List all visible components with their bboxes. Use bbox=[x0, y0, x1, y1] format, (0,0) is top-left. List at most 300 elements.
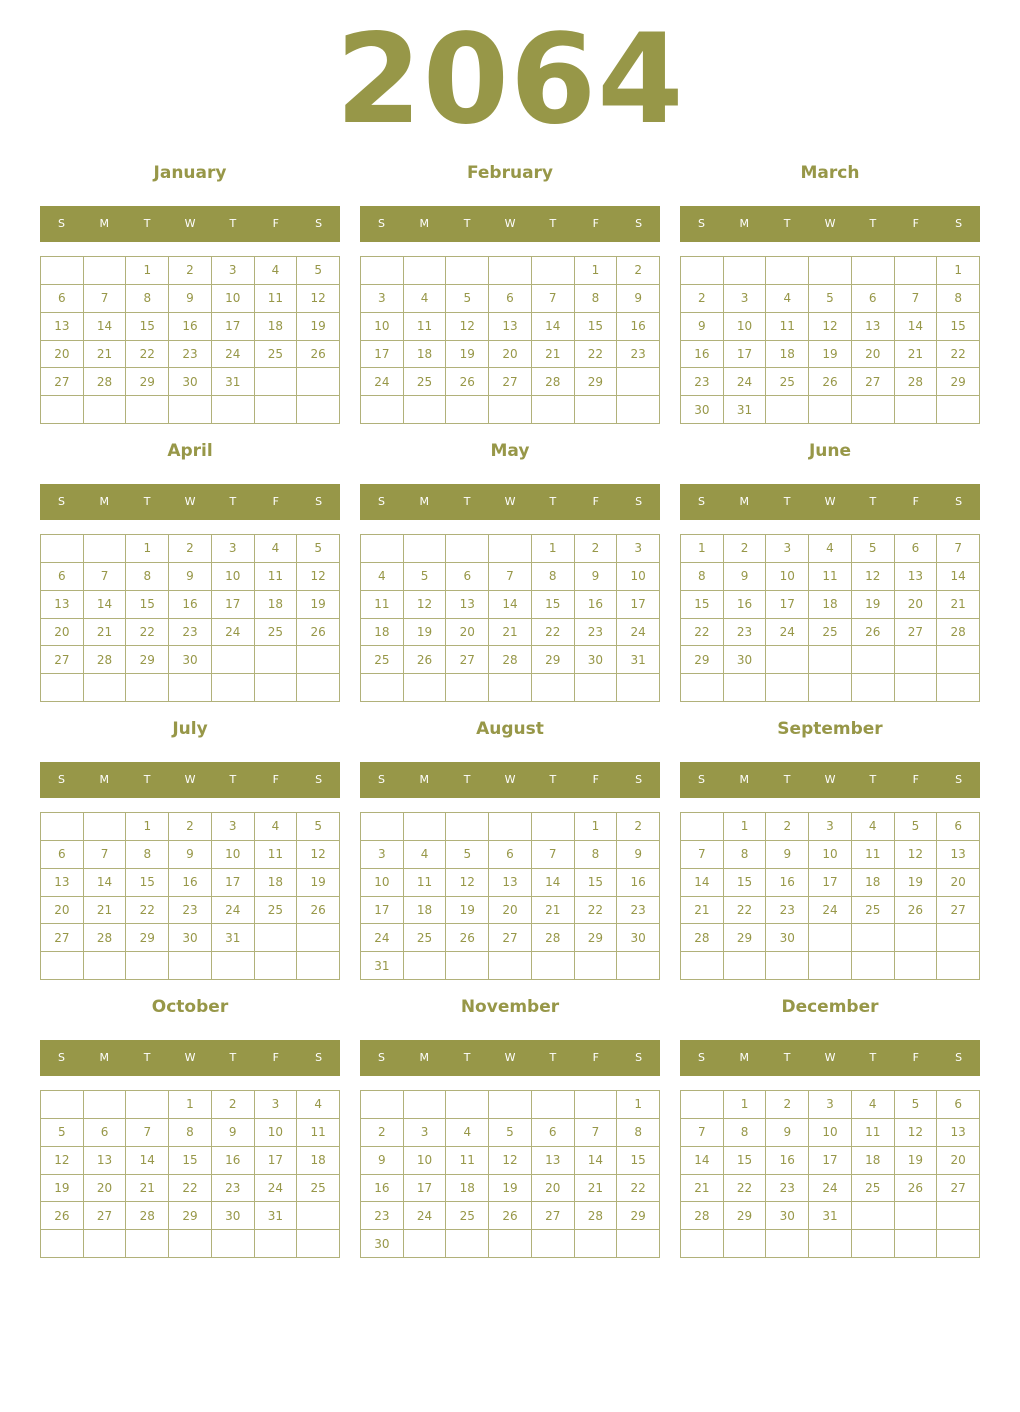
empty-day-cell bbox=[41, 257, 84, 285]
weekday-label: S bbox=[377, 217, 385, 230]
weekday-label: F bbox=[912, 495, 919, 508]
empty-day-cell bbox=[724, 1230, 767, 1258]
day-cell: 22 bbox=[126, 897, 169, 925]
day-cell: 14 bbox=[84, 591, 127, 619]
day-cell: 17 bbox=[404, 1175, 447, 1203]
day-cell: 18 bbox=[852, 869, 895, 897]
day-cell: 27 bbox=[937, 1175, 980, 1203]
day-cell: 3 bbox=[212, 813, 255, 841]
day-cell: 14 bbox=[84, 313, 127, 341]
weekday-header bbox=[680, 206, 980, 242]
days-grid bbox=[680, 812, 980, 980]
weekday-label: W bbox=[824, 217, 836, 230]
empty-day-cell bbox=[446, 396, 489, 424]
empty-day-cell bbox=[41, 1230, 84, 1258]
weekday-label: S bbox=[315, 1051, 323, 1064]
day-cell: 6 bbox=[84, 1119, 127, 1147]
day-cell: 8 bbox=[575, 841, 618, 869]
empty-day-cell bbox=[617, 396, 660, 424]
day-cell: 15 bbox=[617, 1147, 660, 1175]
day-cell: 13 bbox=[41, 591, 84, 619]
empty-day-cell bbox=[852, 257, 895, 285]
day-cell: 22 bbox=[681, 619, 724, 647]
day-cell: 19 bbox=[852, 591, 895, 619]
day-cell: 16 bbox=[361, 1175, 404, 1203]
day-cell: 23 bbox=[766, 897, 809, 925]
day-cell: 14 bbox=[575, 1147, 618, 1175]
month-title: February bbox=[466, 163, 554, 183]
empty-day-cell bbox=[766, 1230, 809, 1258]
day-cell: 11 bbox=[255, 285, 298, 313]
day-cell: 29 bbox=[724, 924, 767, 952]
weekday-label: T bbox=[143, 773, 151, 786]
weekday-label: F bbox=[592, 1051, 599, 1064]
month-title: October bbox=[151, 997, 229, 1017]
day-cell: 22 bbox=[724, 897, 767, 925]
weekday-label: F bbox=[272, 495, 279, 508]
empty-day-cell bbox=[724, 257, 767, 285]
day-cell: 15 bbox=[937, 313, 980, 341]
day-cell: 4 bbox=[852, 1091, 895, 1119]
day-cell: 28 bbox=[84, 924, 127, 952]
day-cell: 21 bbox=[681, 1175, 724, 1203]
day-cell: 30 bbox=[681, 396, 724, 424]
empty-day-cell bbox=[895, 674, 938, 702]
day-cell: 30 bbox=[169, 368, 212, 396]
empty-day-cell bbox=[937, 924, 980, 952]
day-cell: 31 bbox=[212, 368, 255, 396]
year-title: 2064 bbox=[335, 8, 685, 152]
day-cell: 9 bbox=[681, 313, 724, 341]
weekday-label: S bbox=[315, 773, 323, 786]
weekday-label: S bbox=[955, 1051, 963, 1064]
day-cell: 23 bbox=[617, 897, 660, 925]
empty-day-cell bbox=[852, 674, 895, 702]
weekday-label: S bbox=[57, 1051, 65, 1064]
day-cell: 7 bbox=[532, 285, 575, 313]
day-cell: 8 bbox=[126, 563, 169, 591]
day-cell: 30 bbox=[766, 924, 809, 952]
day-cell: 11 bbox=[852, 1119, 895, 1147]
day-cell: 15 bbox=[575, 869, 618, 897]
day-cell: 13 bbox=[41, 869, 84, 897]
day-cell: 30 bbox=[766, 1202, 809, 1230]
day-cell: 21 bbox=[681, 897, 724, 925]
day-cell: 16 bbox=[575, 591, 618, 619]
day-cell: 17 bbox=[361, 897, 404, 925]
empty-day-cell bbox=[126, 1091, 169, 1119]
day-cell: 2 bbox=[617, 257, 660, 285]
empty-day-cell bbox=[212, 1230, 255, 1258]
day-cell: 21 bbox=[489, 619, 532, 647]
day-cell: 6 bbox=[532, 1119, 575, 1147]
day-cell: 22 bbox=[126, 341, 169, 369]
day-cell: 15 bbox=[681, 591, 724, 619]
day-cell: 10 bbox=[361, 313, 404, 341]
day-cell: 27 bbox=[489, 368, 532, 396]
empty-day-cell bbox=[681, 813, 724, 841]
day-cell: 26 bbox=[895, 1175, 938, 1203]
empty-day-cell bbox=[532, 952, 575, 980]
empty-day-cell bbox=[575, 1091, 618, 1119]
weekday-label: T bbox=[869, 495, 877, 508]
day-cell: 23 bbox=[766, 1175, 809, 1203]
day-cell: 29 bbox=[617, 1202, 660, 1230]
day-cell: 2 bbox=[766, 813, 809, 841]
weekday-header bbox=[360, 206, 660, 242]
day-cell: 27 bbox=[41, 646, 84, 674]
weekday-label: S bbox=[377, 773, 385, 786]
day-cell: 11 bbox=[809, 563, 852, 591]
empty-day-cell bbox=[255, 396, 298, 424]
day-cell: 17 bbox=[617, 591, 660, 619]
day-cell: 18 bbox=[766, 341, 809, 369]
weekday-label: W bbox=[824, 1051, 836, 1064]
empty-day-cell bbox=[489, 674, 532, 702]
day-cell: 9 bbox=[169, 285, 212, 313]
empty-day-cell bbox=[255, 646, 298, 674]
day-cell: 17 bbox=[212, 313, 255, 341]
month-title: September bbox=[777, 719, 883, 739]
day-cell: 25 bbox=[255, 341, 298, 369]
day-cell: 19 bbox=[895, 869, 938, 897]
day-cell: 30 bbox=[575, 646, 618, 674]
day-cell: 16 bbox=[169, 591, 212, 619]
day-cell: 5 bbox=[404, 563, 447, 591]
day-cell: 10 bbox=[212, 563, 255, 591]
day-cell: 24 bbox=[212, 341, 255, 369]
weekday-label: M bbox=[739, 773, 750, 786]
day-cell: 7 bbox=[575, 1119, 618, 1147]
weekday-label: S bbox=[697, 1051, 705, 1064]
empty-day-cell bbox=[255, 1230, 298, 1258]
empty-day-cell bbox=[297, 396, 340, 424]
weekday-label: S bbox=[635, 217, 643, 230]
day-cell: 18 bbox=[446, 1175, 489, 1203]
days-grid bbox=[40, 1090, 340, 1258]
weekday-header bbox=[40, 484, 340, 520]
day-cell: 23 bbox=[617, 341, 660, 369]
days-grid bbox=[360, 534, 660, 702]
weekday-label: T bbox=[869, 1051, 877, 1064]
weekday-label: M bbox=[419, 217, 430, 230]
day-cell: 20 bbox=[937, 1147, 980, 1175]
day-cell: 8 bbox=[169, 1119, 212, 1147]
day-cell: 5 bbox=[895, 813, 938, 841]
day-cell: 28 bbox=[681, 924, 724, 952]
day-cell: 6 bbox=[852, 285, 895, 313]
empty-day-cell bbox=[169, 1230, 212, 1258]
weekday-label: S bbox=[635, 495, 643, 508]
empty-day-cell bbox=[532, 1230, 575, 1258]
empty-day-cell bbox=[361, 535, 404, 563]
weekday-label: M bbox=[99, 1051, 110, 1064]
empty-day-cell bbox=[255, 368, 298, 396]
empty-day-cell bbox=[404, 535, 447, 563]
empty-day-cell bbox=[617, 1230, 660, 1258]
weekday-label: S bbox=[635, 1051, 643, 1064]
day-cell: 10 bbox=[809, 1119, 852, 1147]
day-cell: 7 bbox=[681, 841, 724, 869]
day-cell: 6 bbox=[895, 535, 938, 563]
day-cell: 12 bbox=[41, 1147, 84, 1175]
weekday-label: S bbox=[635, 773, 643, 786]
day-cell: 4 bbox=[766, 285, 809, 313]
day-cell: 24 bbox=[404, 1202, 447, 1230]
day-cell: 11 bbox=[255, 563, 298, 591]
day-cell: 3 bbox=[809, 813, 852, 841]
empty-day-cell bbox=[255, 924, 298, 952]
day-cell: 31 bbox=[617, 646, 660, 674]
day-cell: 4 bbox=[255, 257, 298, 285]
empty-day-cell bbox=[852, 646, 895, 674]
empty-day-cell bbox=[84, 535, 127, 563]
day-cell: 21 bbox=[937, 591, 980, 619]
empty-day-cell bbox=[489, 1091, 532, 1119]
day-cell: 2 bbox=[169, 257, 212, 285]
weekday-label: M bbox=[419, 773, 430, 786]
weekday-label: F bbox=[592, 773, 599, 786]
day-cell: 13 bbox=[937, 1119, 980, 1147]
day-cell: 24 bbox=[361, 368, 404, 396]
weekday-label: W bbox=[184, 1051, 196, 1064]
weekday-label: S bbox=[57, 495, 65, 508]
empty-day-cell bbox=[255, 952, 298, 980]
day-cell: 22 bbox=[575, 341, 618, 369]
day-cell: 30 bbox=[724, 646, 767, 674]
empty-day-cell bbox=[489, 1230, 532, 1258]
day-cell: 28 bbox=[84, 646, 127, 674]
day-cell: 10 bbox=[255, 1119, 298, 1147]
day-cell: 17 bbox=[212, 869, 255, 897]
day-cell: 16 bbox=[617, 869, 660, 897]
day-cell: 25 bbox=[766, 368, 809, 396]
weekday-label: M bbox=[419, 1051, 430, 1064]
day-cell: 26 bbox=[297, 619, 340, 647]
day-cell: 25 bbox=[852, 897, 895, 925]
day-cell: 6 bbox=[446, 563, 489, 591]
day-cell: 1 bbox=[575, 257, 618, 285]
weekday-label: F bbox=[272, 773, 279, 786]
empty-day-cell bbox=[41, 674, 84, 702]
day-cell: 13 bbox=[489, 869, 532, 897]
weekday-label: M bbox=[739, 495, 750, 508]
day-cell: 15 bbox=[575, 313, 618, 341]
empty-day-cell bbox=[809, 646, 852, 674]
day-cell: 11 bbox=[766, 313, 809, 341]
day-cell: 10 bbox=[404, 1147, 447, 1175]
day-cell: 7 bbox=[895, 285, 938, 313]
weekday-label: T bbox=[229, 773, 237, 786]
empty-day-cell bbox=[489, 535, 532, 563]
day-cell: 23 bbox=[169, 341, 212, 369]
empty-day-cell bbox=[361, 396, 404, 424]
empty-day-cell bbox=[575, 674, 618, 702]
weekday-label: S bbox=[697, 217, 705, 230]
day-cell: 27 bbox=[41, 924, 84, 952]
weekday-label: W bbox=[504, 495, 516, 508]
weekday-label: T bbox=[229, 495, 237, 508]
weekday-label: T bbox=[549, 1051, 557, 1064]
day-cell: 1 bbox=[169, 1091, 212, 1119]
empty-day-cell bbox=[852, 396, 895, 424]
day-cell: 14 bbox=[489, 591, 532, 619]
empty-day-cell bbox=[297, 1202, 340, 1230]
day-cell: 20 bbox=[41, 341, 84, 369]
day-cell: 29 bbox=[126, 646, 169, 674]
empty-day-cell bbox=[41, 1091, 84, 1119]
empty-day-cell bbox=[532, 813, 575, 841]
day-cell: 13 bbox=[84, 1147, 127, 1175]
day-cell: 28 bbox=[895, 368, 938, 396]
day-cell: 12 bbox=[446, 869, 489, 897]
day-cell: 21 bbox=[84, 341, 127, 369]
empty-day-cell bbox=[169, 674, 212, 702]
day-cell: 8 bbox=[126, 841, 169, 869]
day-cell: 27 bbox=[489, 924, 532, 952]
weekday-header bbox=[40, 762, 340, 798]
weekday-label: T bbox=[463, 1051, 471, 1064]
empty-day-cell bbox=[895, 952, 938, 980]
day-cell: 29 bbox=[724, 1202, 767, 1230]
weekday-label: F bbox=[912, 1051, 919, 1064]
day-cell: 1 bbox=[126, 535, 169, 563]
days-grid bbox=[360, 1090, 660, 1258]
day-cell: 25 bbox=[255, 619, 298, 647]
day-cell: 9 bbox=[724, 563, 767, 591]
day-cell: 1 bbox=[126, 813, 169, 841]
day-cell: 23 bbox=[575, 619, 618, 647]
empty-day-cell bbox=[84, 257, 127, 285]
weekday-label: T bbox=[783, 1051, 791, 1064]
empty-day-cell bbox=[212, 646, 255, 674]
weekday-label: F bbox=[592, 217, 599, 230]
day-cell: 22 bbox=[617, 1175, 660, 1203]
day-cell: 14 bbox=[126, 1147, 169, 1175]
empty-day-cell bbox=[212, 396, 255, 424]
weekday-label: S bbox=[377, 1051, 385, 1064]
day-cell: 24 bbox=[809, 1175, 852, 1203]
empty-day-cell bbox=[84, 1230, 127, 1258]
day-cell: 22 bbox=[532, 619, 575, 647]
empty-day-cell bbox=[937, 1202, 980, 1230]
empty-day-cell bbox=[212, 952, 255, 980]
day-cell: 23 bbox=[681, 368, 724, 396]
empty-day-cell bbox=[489, 952, 532, 980]
day-cell: 13 bbox=[895, 563, 938, 591]
day-cell: 2 bbox=[575, 535, 618, 563]
weekday-label: M bbox=[739, 217, 750, 230]
weekday-label: T bbox=[463, 217, 471, 230]
empty-day-cell bbox=[895, 924, 938, 952]
days-grid bbox=[360, 256, 660, 424]
day-cell: 14 bbox=[532, 869, 575, 897]
day-cell: 6 bbox=[489, 285, 532, 313]
day-cell: 22 bbox=[575, 897, 618, 925]
empty-day-cell bbox=[852, 1202, 895, 1230]
empty-day-cell bbox=[617, 674, 660, 702]
weekday-label: F bbox=[592, 495, 599, 508]
empty-day-cell bbox=[766, 646, 809, 674]
day-cell: 4 bbox=[446, 1119, 489, 1147]
day-cell: 6 bbox=[937, 813, 980, 841]
day-cell: 24 bbox=[724, 368, 767, 396]
empty-day-cell bbox=[575, 1230, 618, 1258]
day-cell: 12 bbox=[446, 313, 489, 341]
day-cell: 22 bbox=[126, 619, 169, 647]
day-cell: 5 bbox=[41, 1119, 84, 1147]
day-cell: 4 bbox=[297, 1091, 340, 1119]
day-cell: 5 bbox=[852, 535, 895, 563]
day-cell: 19 bbox=[404, 619, 447, 647]
empty-day-cell bbox=[297, 368, 340, 396]
day-cell: 19 bbox=[297, 591, 340, 619]
weekday-label: W bbox=[184, 773, 196, 786]
day-cell: 21 bbox=[532, 341, 575, 369]
day-cell: 25 bbox=[404, 924, 447, 952]
day-cell: 31 bbox=[255, 1202, 298, 1230]
day-cell: 30 bbox=[212, 1202, 255, 1230]
empty-day-cell bbox=[404, 1230, 447, 1258]
day-cell: 25 bbox=[361, 646, 404, 674]
weekday-label: M bbox=[99, 495, 110, 508]
day-cell: 1 bbox=[937, 257, 980, 285]
day-cell: 7 bbox=[489, 563, 532, 591]
weekday-label: W bbox=[184, 217, 196, 230]
day-cell: 26 bbox=[489, 1202, 532, 1230]
day-cell: 16 bbox=[681, 341, 724, 369]
weekday-label: W bbox=[184, 495, 196, 508]
day-cell: 24 bbox=[361, 924, 404, 952]
day-cell: 7 bbox=[937, 535, 980, 563]
day-cell: 4 bbox=[852, 813, 895, 841]
day-cell: 16 bbox=[617, 313, 660, 341]
weekday-label: T bbox=[783, 773, 791, 786]
day-cell: 25 bbox=[255, 897, 298, 925]
day-cell: 4 bbox=[361, 563, 404, 591]
day-cell: 20 bbox=[84, 1175, 127, 1203]
day-cell: 3 bbox=[361, 841, 404, 869]
weekday-label: M bbox=[739, 1051, 750, 1064]
day-cell: 23 bbox=[212, 1175, 255, 1203]
day-cell: 28 bbox=[681, 1202, 724, 1230]
day-cell: 27 bbox=[895, 619, 938, 647]
month-title: December bbox=[781, 997, 879, 1017]
empty-day-cell bbox=[681, 1230, 724, 1258]
day-cell: 11 bbox=[361, 591, 404, 619]
empty-day-cell bbox=[404, 813, 447, 841]
day-cell: 27 bbox=[446, 646, 489, 674]
day-cell: 29 bbox=[575, 368, 618, 396]
weekday-label: T bbox=[549, 495, 557, 508]
day-cell: 10 bbox=[724, 313, 767, 341]
day-cell: 17 bbox=[809, 1147, 852, 1175]
day-cell: 14 bbox=[681, 869, 724, 897]
day-cell: 17 bbox=[809, 869, 852, 897]
weekday-label: M bbox=[99, 773, 110, 786]
empty-day-cell bbox=[404, 257, 447, 285]
day-cell: 29 bbox=[937, 368, 980, 396]
day-cell: 26 bbox=[404, 646, 447, 674]
month-title: January bbox=[153, 163, 227, 183]
weekday-label: S bbox=[955, 495, 963, 508]
day-cell: 4 bbox=[404, 841, 447, 869]
day-cell: 2 bbox=[681, 285, 724, 313]
month-title: July bbox=[172, 719, 208, 739]
day-cell: 24 bbox=[255, 1175, 298, 1203]
day-cell: 17 bbox=[361, 341, 404, 369]
empty-day-cell bbox=[404, 952, 447, 980]
